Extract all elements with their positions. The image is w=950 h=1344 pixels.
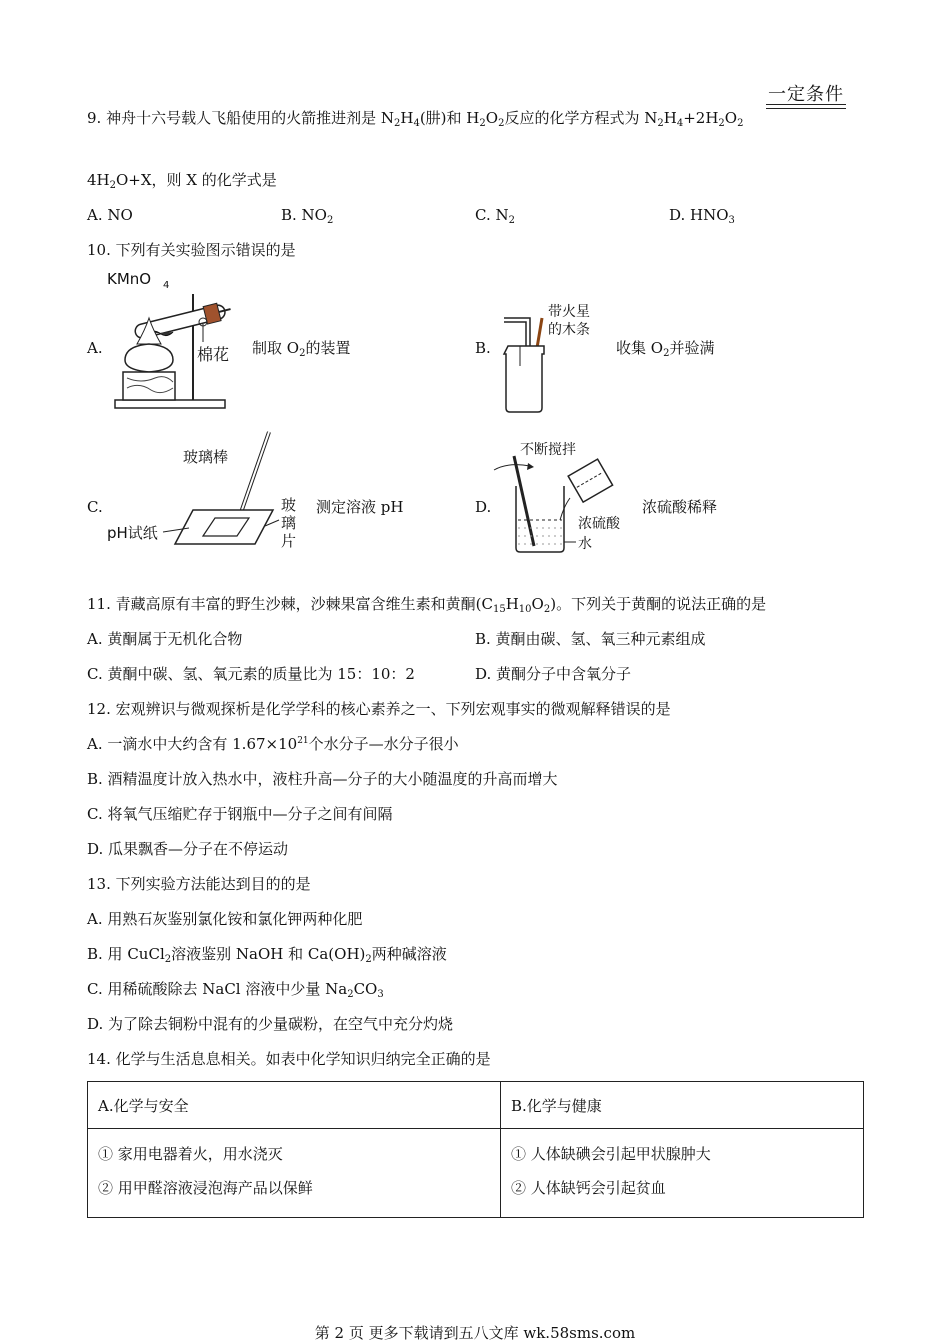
q12-option-b: B. 酒精温度计放入热水中，液柱升高—分子的大小随温度的升高而增大: [87, 770, 558, 788]
q10-figure-a: [105, 264, 245, 418]
q9-option-c: C. $N_2$: [475, 206, 515, 226]
q13-option-d: D. 为了除去铜粉中混有的少量碳粉，在空气中充分灼烧: [87, 1015, 454, 1033]
svg-text:不断搅拌: 不断搅拌: [520, 442, 576, 458]
q10-option-b-letter: B.: [475, 339, 491, 357]
table-header-b: B.化学与健康: [501, 1082, 864, 1129]
table-cell-b: [501, 1129, 864, 1218]
q11-option-a: A. 黄酮属于无机化合物: [87, 630, 243, 648]
q9-option-a: A. NO: [87, 206, 133, 224]
q13-option-a: A. 用熟石灰鉴别氯化铵和氯化钾两种化肥: [87, 910, 363, 928]
table-item: ② 人体缺钙会引起贫血: [511, 1179, 666, 1197]
q14-knowledge-table: [87, 1081, 864, 1218]
reaction-condition: 一定条件: [768, 84, 844, 105]
q10-option-a-letter: A.: [87, 339, 103, 357]
q13-option-c: C. 用稀硫酸除去 NaCl 溶液中少量 $Na_2CO_3$: [87, 980, 384, 1000]
q9-option-b: B. $NO_2$: [281, 206, 334, 226]
table-cell-a: [88, 1129, 501, 1218]
page-footer: 第 2 页 更多下载请到五八文库 wk.58sms.com: [314, 1324, 636, 1342]
table-item: ① 家用电器着火，用水浇灭: [98, 1145, 283, 1163]
q10-option-b-desc: 收集 $O_2$并验满: [616, 339, 715, 359]
q9-stem-cont: $4H_2O+X$，则 X 的化学式是: [87, 171, 277, 191]
svg-text:浓硫酸: 浓硫酸: [578, 516, 620, 532]
q10-figure-d: [490, 436, 630, 560]
q9-stem: 9. 神舟十六号载人飞船使用的火箭推进剂是 $N_2H_4$(肼)和 $H_2O_2$反应的化学方程式为 $N_2H_4+2H_2O_2$: [87, 109, 744, 129]
svg-text:璃: 璃: [281, 514, 297, 532]
q10-option-c-desc: 测定溶液 pH: [316, 498, 404, 516]
svg-text:玻璃棒: 玻璃棒: [183, 448, 229, 466]
svg-text:KMnO: KMnO: [107, 270, 152, 288]
svg-text:水: 水: [578, 536, 592, 552]
q10-figure-b: [494, 296, 604, 420]
q9-option-d: D. $HNO_3$: [669, 206, 735, 226]
svg-text:pH试纸: pH试纸: [107, 524, 158, 542]
q11-option-c: C. 黄酮中碳、氢、氧元素的质量比为 15：10：2: [87, 665, 415, 683]
q10-option-a-desc: 制取 $O_2$的装置: [252, 339, 351, 359]
svg-text:片: 片: [281, 532, 297, 550]
q11-stem: 11. 青藏高原有丰富的野生沙棘，沙棘果富含维生素和黄酮$(C_{15}H_{10}O_2)$。下列关于黄酮的说法正确的是: [87, 595, 767, 615]
table-item: ① 人体缺碘会引起甲状腺肿大: [511, 1145, 711, 1163]
q13-option-b: B. 用 CuCl$_2$溶液鉴别 NaOH 和 $Ca(OH)_2$两种碱溶液: [87, 945, 447, 965]
svg-text:的木条: 的木条: [548, 322, 590, 338]
svg-text:玻: 玻: [281, 496, 297, 514]
table-item: ② 用甲醛溶液浸泡海产品以保鲜: [98, 1179, 313, 1197]
q11-option-d: D. 黄酮分子中含氧分子: [475, 665, 632, 683]
q12-option-d: D. 瓜果飘香—分子在不停运动: [87, 840, 289, 858]
reaction-arrow-line: [766, 108, 846, 109]
reaction-arrow-line: [766, 104, 846, 105]
q12-option-c: C. 将氧气压缩贮存于钢瓶中—分子之间有间隔: [87, 805, 393, 823]
q10-stem: 10. 下列有关实验图示错误的是: [87, 241, 296, 259]
svg-text:带火星: 带火星: [548, 304, 590, 320]
q10-figure-c: [105, 428, 305, 562]
q12-option-a: A. 一滴水中大约含有 $1.67\times 10^{21}$个水分子—水分子很小: [87, 735, 459, 753]
svg-text:棉花: 棉花: [197, 345, 230, 364]
q14-stem: 14. 化学与生活息息相关。如表中化学知识归纳完全正确的是: [87, 1050, 491, 1068]
q13-stem: 13. 下列实验方法能达到目的的是: [87, 875, 311, 893]
q10-option-d-desc: 浓硫酸稀释: [642, 498, 718, 516]
q10-option-c-letter: C.: [87, 498, 103, 516]
table-header-a: A.化学与安全: [88, 1082, 501, 1129]
svg-text:4: 4: [163, 280, 170, 291]
q11-option-b: B. 黄酮由碳、氢、氧三种元素组成: [475, 630, 706, 648]
q12-stem: 12. 宏观辨识与微观探析是化学学科的核心素养之一、下列宏观事实的微观解释错误的是: [87, 700, 671, 718]
q10-option-d-letter: D.: [475, 498, 492, 516]
